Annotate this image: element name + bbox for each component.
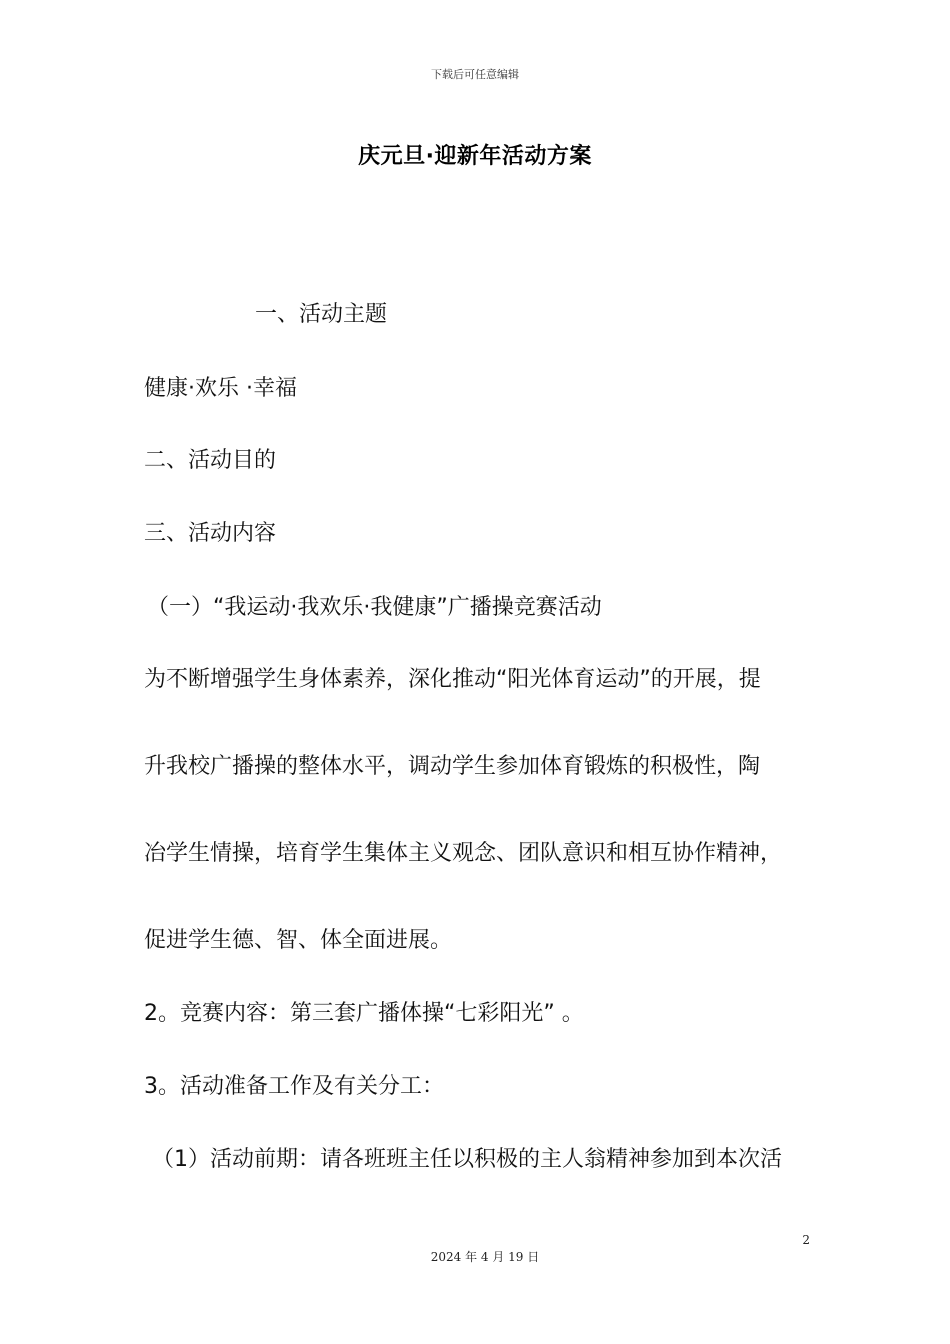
document-title: 庆元旦·迎新年活动方案 <box>358 144 592 169</box>
list-item-2: 2。竞赛内容：第三套广播体操“七彩阳光” 。 <box>144 1001 584 1026</box>
paragraph-line: 为不断增强学生身体素养，深化推动“阳光体育运动”的开展，提 <box>144 667 761 692</box>
list-item-3: 3。活动准备工作及有关分工： <box>144 1074 444 1099</box>
theme-text: 健康·欢乐 ·幸福 <box>144 376 297 401</box>
list-item-3-1: （1）活动前期：请各班班主任以积极的主人翁精神参加到本次活 <box>152 1147 782 1172</box>
subsection-heading: （一）“我运动·我欢乐·我健康”广播操竞赛活动 <box>147 595 602 620</box>
section-heading-theme: 一、活动主题 <box>255 302 388 327</box>
paragraph-line: 促进学生德、智、体全面进展。 <box>144 928 453 953</box>
paragraph-line: 冶学生情操，培育学生集体主义观念、团队意识和相互协作精神， <box>144 841 783 866</box>
header-note: 下载后可任意编辑 <box>431 68 519 81</box>
section-heading-purpose: 二、活动目的 <box>144 448 277 473</box>
footer-date: 2024 年 4 月 19 日 <box>430 1250 540 1264</box>
page-number: 2 <box>802 1233 810 1247</box>
paragraph-line: 升我校广播操的整体水平，调动学生参加体育锻炼的积极性，陶 <box>144 754 761 779</box>
section-heading-content: 三、活动内容 <box>144 521 277 546</box>
